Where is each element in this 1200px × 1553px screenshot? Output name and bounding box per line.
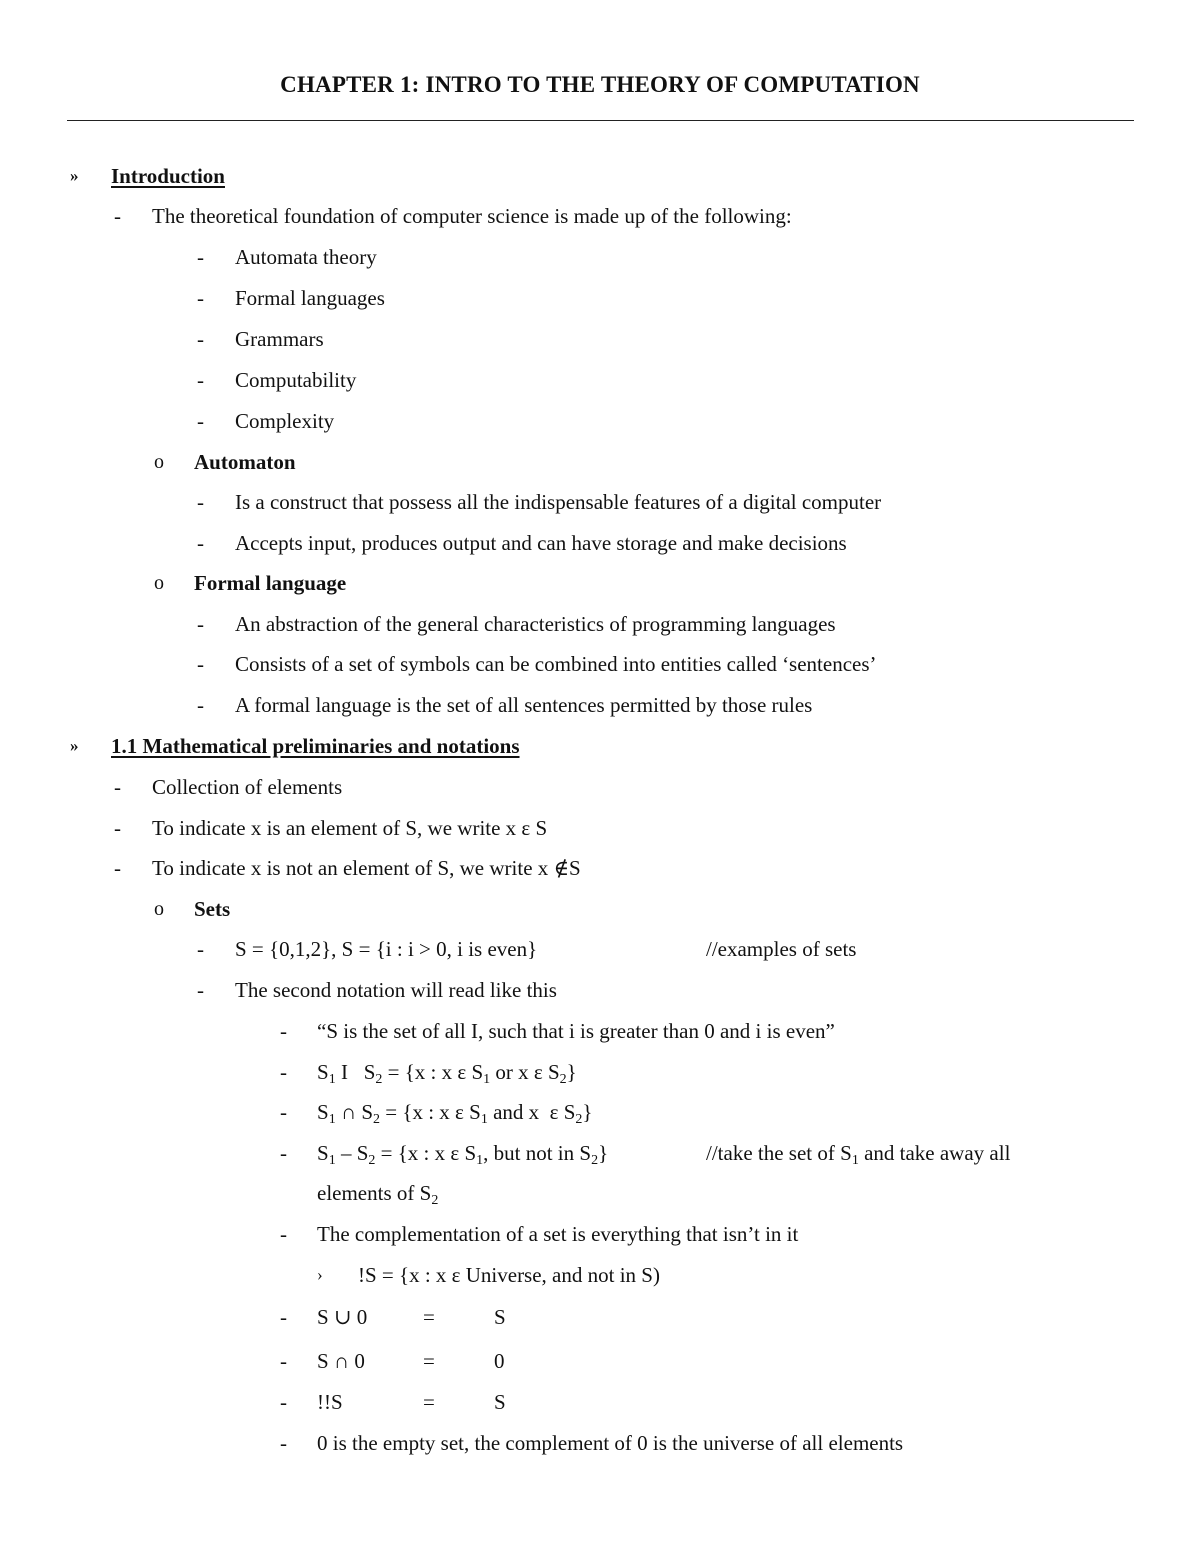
list-item-text: An abstraction of the general characteristics of programming languages: [235, 612, 836, 636]
circle-bullet-icon: o: [154, 572, 164, 594]
subsection-heading: Sets: [194, 897, 231, 921]
dash-bullet: -: [114, 204, 121, 228]
dash-bullet: -: [197, 693, 204, 717]
list-item-text: Is a construct that possess all the indispensable features of a digital computer: [235, 490, 882, 514]
identity-lhs: !!S: [317, 1390, 343, 1414]
list-item-text: The complementation of a set is everything that isn’t in it: [317, 1222, 799, 1246]
section-bullet-icon: »: [70, 736, 79, 755]
identity-eq: =: [423, 1349, 435, 1373]
dash-bullet: -: [280, 1349, 287, 1373]
comment-text: //examples of sets: [706, 937, 857, 961]
list-item-text: Collection of elements: [152, 775, 343, 799]
formula-text: $S_1$ I $S_2 = \{x$ : x ε $S_1$ or x ε $S_2$}: [317, 1060, 577, 1087]
dash-bullet: -: [114, 775, 121, 799]
dash-bullet: -: [280, 1060, 287, 1084]
list-item-text: Accepts input, produces output and can have storage and make decisions: [235, 531, 847, 555]
dash-bullet: -: [197, 327, 204, 351]
list-item-text: The theoretical foundation of computer science is made up of the following:: [152, 204, 792, 228]
formula-text: $S_1 - S_2 = \{x$ : x ε $S_1$, but not in $S_2$}: [317, 1141, 609, 1168]
identity-eq: =: [423, 1305, 435, 1329]
chapter-title: CHAPTER 1: INTRO TO THE THEORY OF COMPUTATION: [280, 72, 920, 97]
dash-bullet: -: [114, 816, 121, 840]
dash-bullet: -: [280, 1019, 287, 1043]
dash-bullet: -: [197, 978, 204, 1002]
circle-bullet-icon: o: [154, 451, 164, 473]
list-item-text: Automata theory: [235, 245, 377, 269]
dash-bullet: -: [197, 937, 204, 961]
dash-bullet: -: [197, 286, 204, 310]
dash-bullet: -: [197, 612, 204, 636]
list-item-text: The second notation will read like this: [235, 978, 557, 1002]
subsection-heading: Automaton: [194, 450, 296, 474]
formula-text: $S_1$ ∩ $S_2 = \{x$ : x ε $S_1$ and x ε $S_2$}: [317, 1100, 593, 1127]
dash-bullet: -: [197, 652, 204, 676]
list-item-text: Computability: [235, 368, 357, 392]
dash-bullet: -: [280, 1222, 287, 1246]
list-item-text: A formal language is the set of all sentences permitted by those rules: [235, 693, 813, 717]
set-examples: S = {0,1,2}, S = {i : i > 0, i is even}: [235, 937, 538, 961]
identity-rhs: S: [494, 1305, 506, 1329]
list-item-text: Grammars: [235, 327, 324, 351]
dash-bullet: -: [280, 1100, 287, 1124]
identity-rhs: 0: [494, 1349, 505, 1373]
quote-text: “S is the set of all I, such that i is greater than 0 and i is even”: [317, 1019, 835, 1043]
dash-bullet: -: [197, 490, 204, 514]
continuation-text: elements of $S_2$: [317, 1181, 439, 1208]
formula-text: !S = {x : x ε Universe, and not in S): [358, 1263, 660, 1287]
identity-eq: =: [423, 1390, 435, 1414]
list-item-text: Consists of a set of symbols can be combined into entities called ‘sentences’: [235, 652, 877, 676]
dash-bullet: -: [197, 368, 204, 392]
dash-bullet: -: [114, 856, 121, 880]
dash-bullet: -: [280, 1141, 287, 1165]
dash-bullet: -: [197, 409, 204, 433]
list-item-text: To indicate x is an element of S, we write x ε S: [152, 816, 548, 840]
comment-text: //take the set of $S_1$ and take away all: [706, 1141, 1011, 1168]
dash-bullet: -: [280, 1390, 287, 1414]
section-heading: 1.1 Mathematical preliminaries and notations: [111, 734, 520, 758]
list-item-text: To indicate x is not an element of S, we write x ∉S: [152, 856, 581, 880]
section-bullet-icon: »: [70, 166, 79, 185]
dash-bullet: -: [197, 531, 204, 555]
identity-lhs: S ∩ 0: [317, 1349, 365, 1373]
section-heading: Introduction: [111, 164, 225, 188]
dash-bullet: -: [280, 1431, 287, 1455]
title-divider: [67, 120, 1134, 121]
identity-lhs: S ∪ 0: [317, 1305, 368, 1329]
dash-bullet: -: [280, 1305, 287, 1329]
identity-rhs: S: [494, 1390, 506, 1414]
list-item-text: Complexity: [235, 409, 335, 433]
circle-bullet-icon: o: [154, 898, 164, 920]
list-item-text: 0 is the empty set, the complement of 0 is the universe of all elements: [317, 1431, 904, 1455]
subsection-heading: Formal language: [194, 571, 347, 595]
nested-bullet-icon: ›: [317, 1265, 323, 1284]
dash-bullet: -: [197, 245, 204, 269]
list-item-text: Formal languages: [235, 286, 385, 310]
